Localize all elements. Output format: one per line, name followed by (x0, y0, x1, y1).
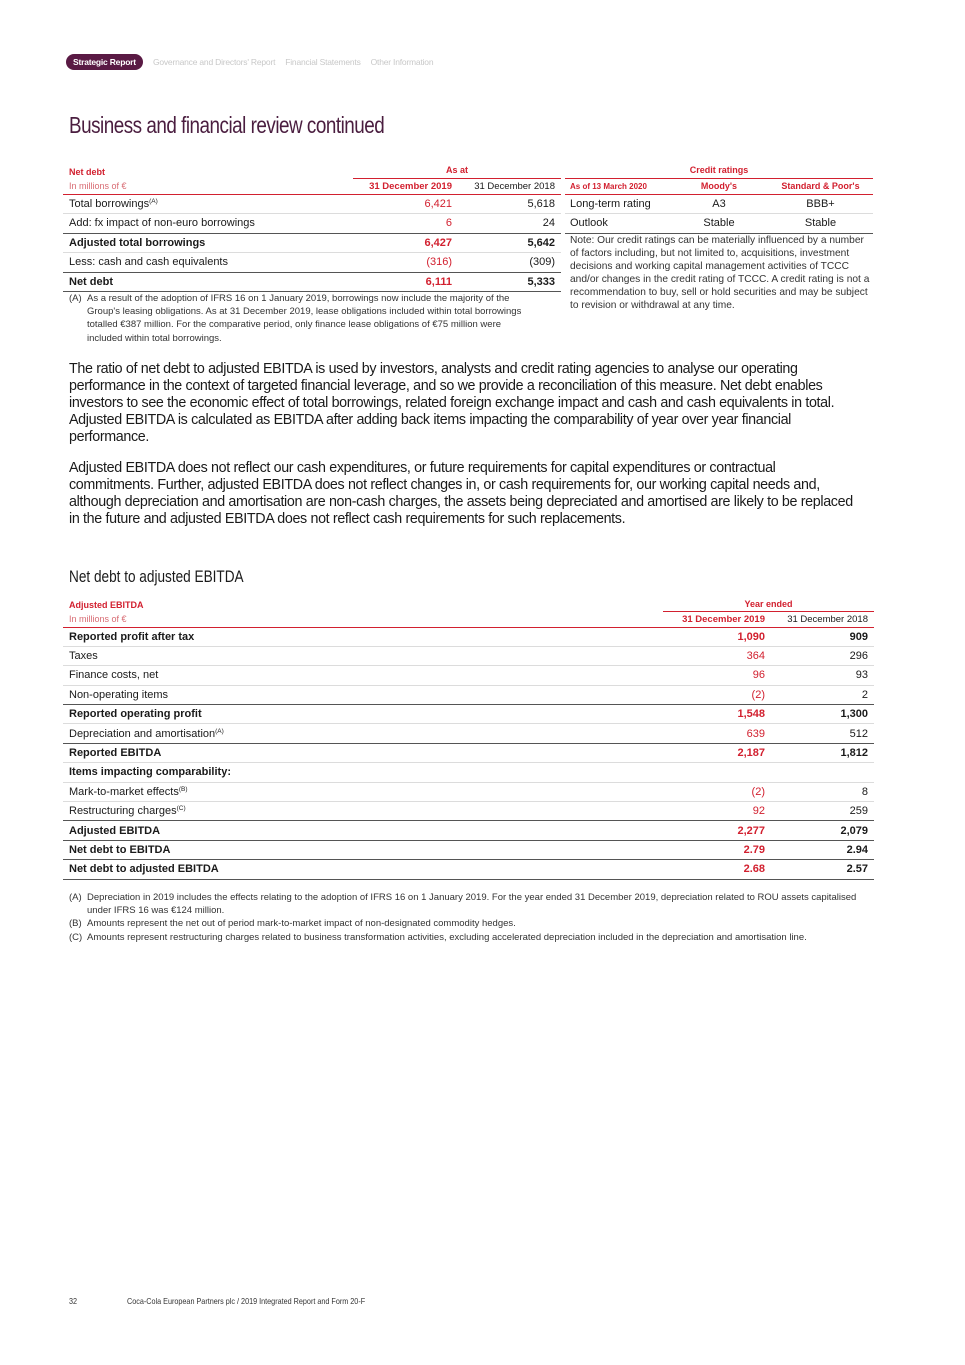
as-of-date: As of 13 March 2020 (570, 181, 647, 191)
table-row: Adjusted EBITDA 2,277 2,079 (63, 821, 874, 840)
credit-ratings-table (565, 163, 873, 234)
footnote-text: Amounts represent the net out of period mark-to-market impact of non-designated commodity hedges. (87, 918, 516, 930)
col-header-2019: 31 December 2019 (369, 180, 452, 192)
table-row: Non-operating items (2) 2 (63, 685, 874, 704)
page-title: Business and financial review continued (69, 112, 385, 138)
col-header-2018: 31 December 2018 (787, 613, 868, 625)
units-label: In millions of € (69, 613, 127, 624)
credit-ratings-title: Credit ratings (565, 163, 873, 178)
footnote-marker: (C) (69, 931, 83, 943)
as-at-header: As at (353, 163, 561, 178)
nav-tab-other-information[interactable]: Other Information (370, 57, 434, 67)
table-row: Items impacting comparability: (63, 763, 874, 782)
table-row: Depreciation and amortisation$^{(A)}$ 639 512 (63, 724, 874, 743)
footnote-text: As a result of the adoption of IFRS 16 on 1 January 2019, borrowings now include the majority of the Group's leasing obligations. As at 31 December 2019, lease obligations included within total borrowings totalled €387 million. For the comparative period, only finance lease obligations of €75 million were included within total borrowings. (87, 293, 522, 344)
table-row: Taxes 364 296 (63, 646, 874, 665)
nav-tab-governance[interactable]: Governance and Directors' Report (152, 57, 276, 67)
table-row: Long-term rating A3 BBB+ (565, 194, 873, 214)
table-row: Net debt to EBITDA 2.79 2.94 (63, 840, 874, 859)
footnote-text: Depreciation in 2019 includes the effects relating to the adoption of IFRS 16 on 1 January 2019. For the year ended 31 December 2019, depreciation related to ROU assets capitalised under IFRS 16 was €124 million. (87, 892, 857, 917)
footnote-text: Amounts represent restructuring charges related to business transformation activities, excluding accelerated depreciation included in the depreciation and amortisation line. (87, 931, 807, 943)
table-row: Total borrowings$^{(A)}$ 6,421 5,618 (63, 194, 561, 214)
body-paragraph: The ratio of net debt to adjusted EBITDA is used by investors, analysts and credit rating agencies to analyse our operating performance in the context of targeted financial leverage, and so we provide a reconciliation of this measure. Net debt enables investors to see the economic effect of total borrowings, related foreign exchange impact and cash and cash equivalents in total. Adjusted EBITDA is calculated as EBITDA after adding back items impacting the comparability of year over year financial performance. (69, 361, 835, 445)
col-header-moodys: Moody's (700, 181, 738, 191)
units-label: In millions of € (69, 180, 127, 191)
section-title: Net debt to adjusted EBITDA (69, 567, 244, 586)
adjusted-ebitda-table (63, 597, 874, 880)
footnote-marker: (A) (69, 293, 82, 304)
year-ended-header: Year ended (663, 597, 874, 611)
page-number: 32 (69, 1296, 78, 1306)
section-nav (66, 54, 433, 70)
ebitda-table-title: Adjusted EBITDA (69, 600, 144, 610)
col-header-2019: 31 December 2019 (682, 613, 765, 625)
footnote-marker: (A) (69, 892, 82, 903)
nav-tab-strategic-report[interactable]: Strategic Report (66, 54, 143, 70)
nav-tab-financial-statements[interactable]: Financial Statements (285, 57, 361, 67)
table-row: Less: cash and cash equivalents (316) (309) (63, 253, 561, 273)
footer-text: Coca-Cola European Partners plc / 2019 Integrated Report and Form 20-F (127, 1296, 366, 1306)
table-row: Reported EBITDA 2,187 1,812 (63, 743, 874, 762)
table-row: Mark-to-market effects$^{(B)}$ (2) 8 (63, 782, 874, 801)
col-header-sp: Standard & Poor's (781, 181, 860, 191)
table-row: Finance costs, net 96 93 (63, 666, 874, 685)
footnote-marker: (B) (69, 918, 82, 930)
col-header-2018: 31 December 2018 (474, 180, 555, 192)
table-row: Restructuring charges$^{(C)}$ 92 259 (63, 802, 874, 821)
table-row: Reported profit after tax 1,090 909 (63, 627, 874, 646)
table-row: Add: fx impact of non-euro borrowings 6 24 (63, 214, 561, 234)
table-row: Outlook Stable Stable (565, 214, 873, 234)
net-debt-table-title: Net debt (69, 167, 105, 177)
table-row: Net debt to adjusted EBITDA 2.68 2.57 (63, 860, 874, 879)
credit-ratings-note: Note: Our credit ratings can be materially influenced by a number of factors including, but not limited to, acquisitions, investment decisions and working capital management activities of TCCC and/or changes in the credit rating of TCCC. A credit rating is not a recommendation to buy, sell or hold securities and may be subject to revision or withdrawal at any time. (570, 235, 870, 311)
net-debt-footnotes (69, 292, 539, 345)
body-paragraph: Adjusted EBITDA does not reflect our cash expenditures, or future requirements for capital expenditures or contractual commitments. Further, adjusted EBITDA does not reflect changes in, or cash requirements for, our working capital needs and, although depreciation and amortisation are non-cash charges, the assets being depreciated and amortised are likely to be replaced in the future and adjusted EBITDA does not reflect cash requirements for such replacements. (69, 460, 853, 527)
net-debt-table (63, 163, 561, 292)
ebitda-footnotes (69, 891, 859, 944)
table-row: Net debt 6,111 5,333 (63, 272, 561, 292)
table-row: Adjusted total borrowings 6,427 5,642 (63, 233, 561, 253)
table-row: Reported operating profit 1,548 1,300 (63, 705, 874, 724)
